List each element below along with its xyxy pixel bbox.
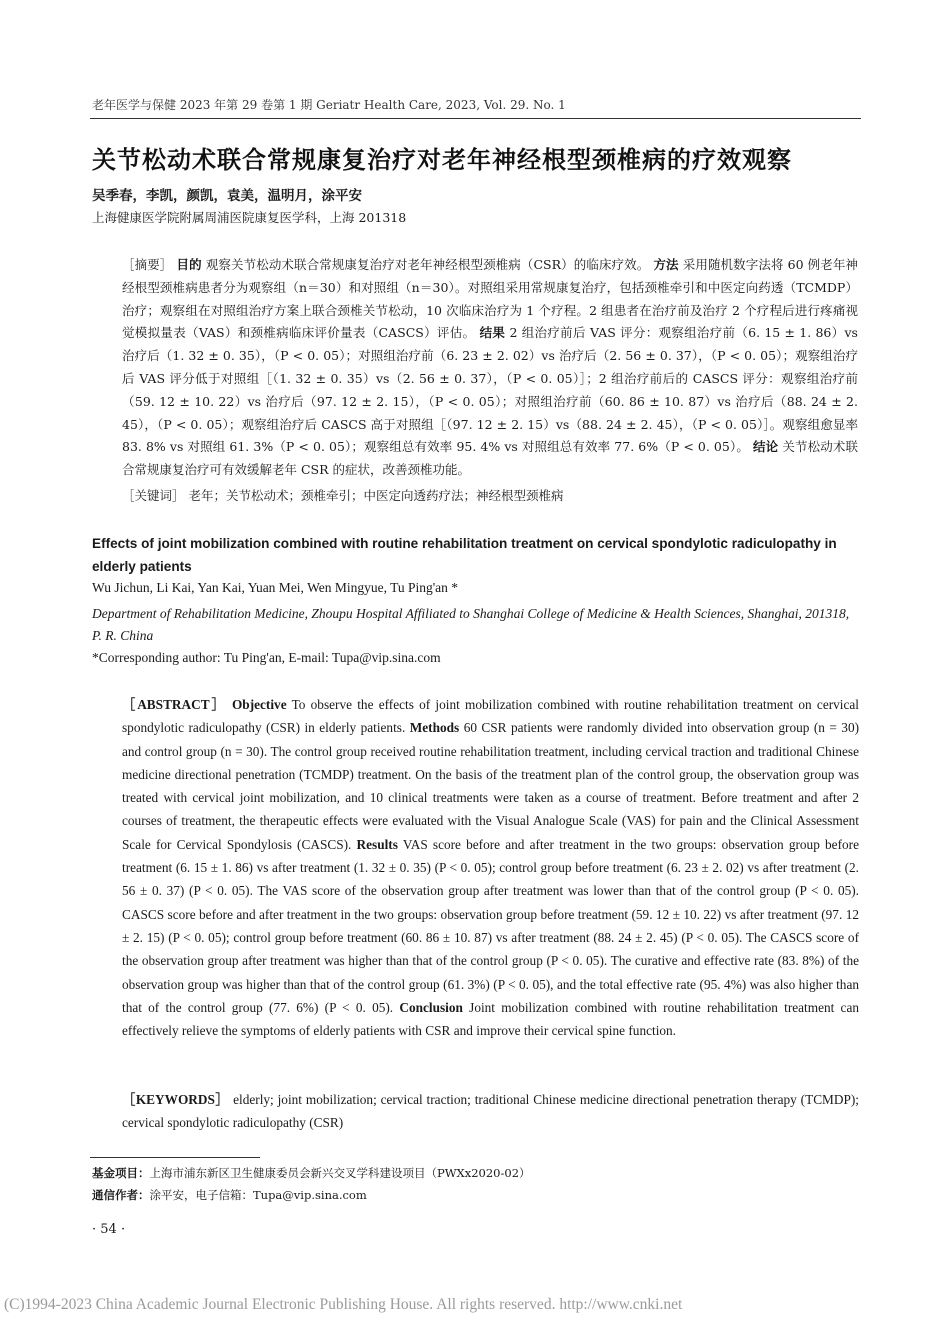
abstract-cn-methods-label: 方法 [653,257,679,272]
abstract-en-conclusion: Joint mobilization combined with routine rehabilitation treatment can effectively relieve the symptoms of elderly patients with CSR and improve their cervical spine function. [122,999,859,1039]
abstract-en-results: VAS score before and after treatment in the two groups: observation group before treatment (6. 15 ± 1. 86) vs after treatment (1. 32 ± 0. 35) (P < 0. 05); control group before treatment (6. 23 ± 2. 02) vs after treatment (2. 56 ± 0. 37) (P < 0. 05). The VAS score of the observation group after treatment was lower than that of the control group (P < 0. 05). CASCS score before and after treatment in the two groups: observation group before treatment (59. 12 ± 10. 22) vs after treatment (97. 12 ± 2. 15) (P < 0. 05); control group before treatment (60. 86 ± 10. 87) vs after treatment (88. 24 ± 2. 45) (P < 0. 05). The CASCS score of the observation group after treatment was higher than that of the control group (P < 0. 05). The curative and effective rate (83. 8%) of the observation group was higher than that of the control group (61. 3%) (P < 0. 05), and the total effective rate (95. 4%) was also higher than that of the control group (77. 6%) (P < 0. 05). [122,836,859,1015]
footnote-rule [90,1157,260,1158]
abstract-en [122,693,859,1042]
corresponding-author-cn [92,1187,367,1203]
keywords-cn-text: 老年；关节松动术；颈椎牵引；中医定向透药疗法；神经根型颈椎病 [188,488,564,503]
authors-cn: 吴季春，李凯，颜凯，袁美，温明月，涂平安 [92,188,362,204]
abstract-en-methods-label: Methods [409,720,460,736]
authors-en: Wu Jichun, Li Kai, Yan Kai, Yuan Mei, Wen Mingyue, Tu Ping'an * [92,580,459,595]
fund-text: 上海市浦东新区卫生健康委员会新兴交叉学科建设项目（PWXx2020-02） [149,1166,531,1180]
header-rule [90,118,861,119]
cnki-watermark: (C)1994-2023 China Academic Journal Electronic Publishing House. All rights reserved. http://www.cnki.net [4,1296,683,1313]
corresponding-author-en: *Corresponding author: Tu Ping'an, E-mail: Tupa@vip.sina.com [92,650,441,665]
keywords-en-label: ［KEYWORDS］ [122,1092,230,1107]
title-cn: 关节松动术联合常规康复治疗对老年神经根型颈椎病的疗效观察 [92,146,792,174]
keywords-cn-label: ［关键词］ [122,488,185,503]
page-number: · 54 · [92,1222,126,1237]
abstract-en-objective-label: Objective [231,697,287,712]
keywords-cn [122,486,858,504]
abstract-cn-conclusion: 关节松动术联合常规康复治疗可有效缓解老年 CSR 的症状，改善颈椎功能。 [122,439,858,478]
corr-label: 通信作者： [92,1188,150,1202]
abstract-cn [122,254,858,482]
keywords-en [122,1088,859,1134]
abstract-en-label: ［ABSTRACT］ [122,697,227,712]
abstract-cn-methods: 采用随机数字法将 60 例老年神经根型颈椎病患者分为观察组（n＝30）和对照组（n＝30）。对照组采用常规康复治疗，包括颈椎牵引和中医定向药透（TCMDP）治疗；观察组在对照组治疗方案上联合颈椎关节松动，10 次临床治疗为 1 个疗程。2 组患者在治疗前及治疗 2 个疗程后进行疼痛视觉模拟量表（VAS）和颈椎病临床评价量表（CASCS）评估。 [122,257,858,341]
abstract-cn-objective-label: 目的 [176,257,202,272]
title-en: Effects of joint mobilization combined with routine rehabilitation treatment on cervical spondylotic radiculopathy in elderly patients [92,536,837,574]
keywords-en-text: elderly; joint mobilization; cervical traction; traditional Chinese medicine directional penetration therapy (TCMDP); cervical spondylotic radiculopathy (CSR) [122,1092,860,1130]
abstract-cn-label: ［摘要］ [122,257,173,272]
abstract-en-results-label: Results [356,836,398,852]
abstract-en-objective: To observe the effects of joint mobilization combined with routine rehabilitation treatment on cervical spondylotic radiculopathy (CSR) in elderly patients. [122,697,860,736]
fund-footnote [92,1165,531,1181]
abstract-en-conclusion-label: Conclusion [399,999,463,1015]
affiliation-cn: 上海健康医学院附属周浦医院康复医学科，上海 201318 [92,210,407,225]
journal-header: 老年医学与保健 2023 年第 29 卷第 1 期 Geriatr Health Care, 2023, Vol. 29. No. 1 [92,98,566,112]
abstract-cn-objective: 观察关节松动术联合常规康复治疗对老年神经根型颈椎病（CSR）的临床疗效。 [205,257,650,272]
abstract-cn-results: 2 组治疗前后 VAS 评分：观察组治疗前（6. 15 ± 1. 86）vs 治疗后（1. 32 ± 0. 35），（P < 0. 05）；对照组治疗前（6. 23 ± 2. 02）vs 治疗后（2. 56 ± 0. 37），（P < 0. 05）；观察组治疗后 VAS 评分低于对照组［（1. 32 ± 0. 35）vs（2. 56 ± 0. 37），（P < 0. 05）］；2 组治疗前后的 CASCS 评分：观察组治疗前（59. 12 ± 10. 22）vs 治疗后（97. 12 ± 2. 15），（P < 0. 05）；对照组治疗前（60. 86 ± 10. 87）vs 治疗后（88. 24 ± 2. 45），（P < 0. 05）；观察组治疗后 CASCS 高于对照组［（97. 12 ± 2. 15）vs（88. 24 ± 2. 45），（P < 0. 05）］。观察组愈显率 83. 8% vs 对照组 61. 3%（P < 0. 05）；观察组总有效率 95. 4% vs 对照组总有效率 77. 6%（P < 0. 05）。 [122,325,858,455]
abstract-en-methods: 60 CSR patients were randomly divided into observation group (n = 30) and control group (n = 30). The control group received routine rehabilitation treatment, including cervical traction and traditional Chinese medicine directional penetration (TCMDP) treatment. On the basis of the treatment plan of the control group, the observation group was treated with cervical joint mobilization, and 10 clinical treatments were taken as a course of treatment. Before treatment and after 2 courses of treatment, the therapeutic effects were evaluated with the Visual Analogue Scale (VAS) for pain and the Clinical Assessment Scale for Cervical Spondylosis (CASCS). [122,720,860,852]
fund-label: 基金项目： [92,1166,150,1180]
abstract-cn-conclusion-label: 结论 [753,439,779,455]
corr-text: 涂平安，电子信箱：Tupa@vip.sina.com [149,1188,367,1202]
affiliation-en: Department of Rehabilitation Medicine, Zhoupu Hospital Affiliated to Shanghai College of Medicine & Health Sciences, Shanghai, 201318, P. R. China [92,606,850,643]
abstract-cn-results-label: 结果 [479,325,506,341]
